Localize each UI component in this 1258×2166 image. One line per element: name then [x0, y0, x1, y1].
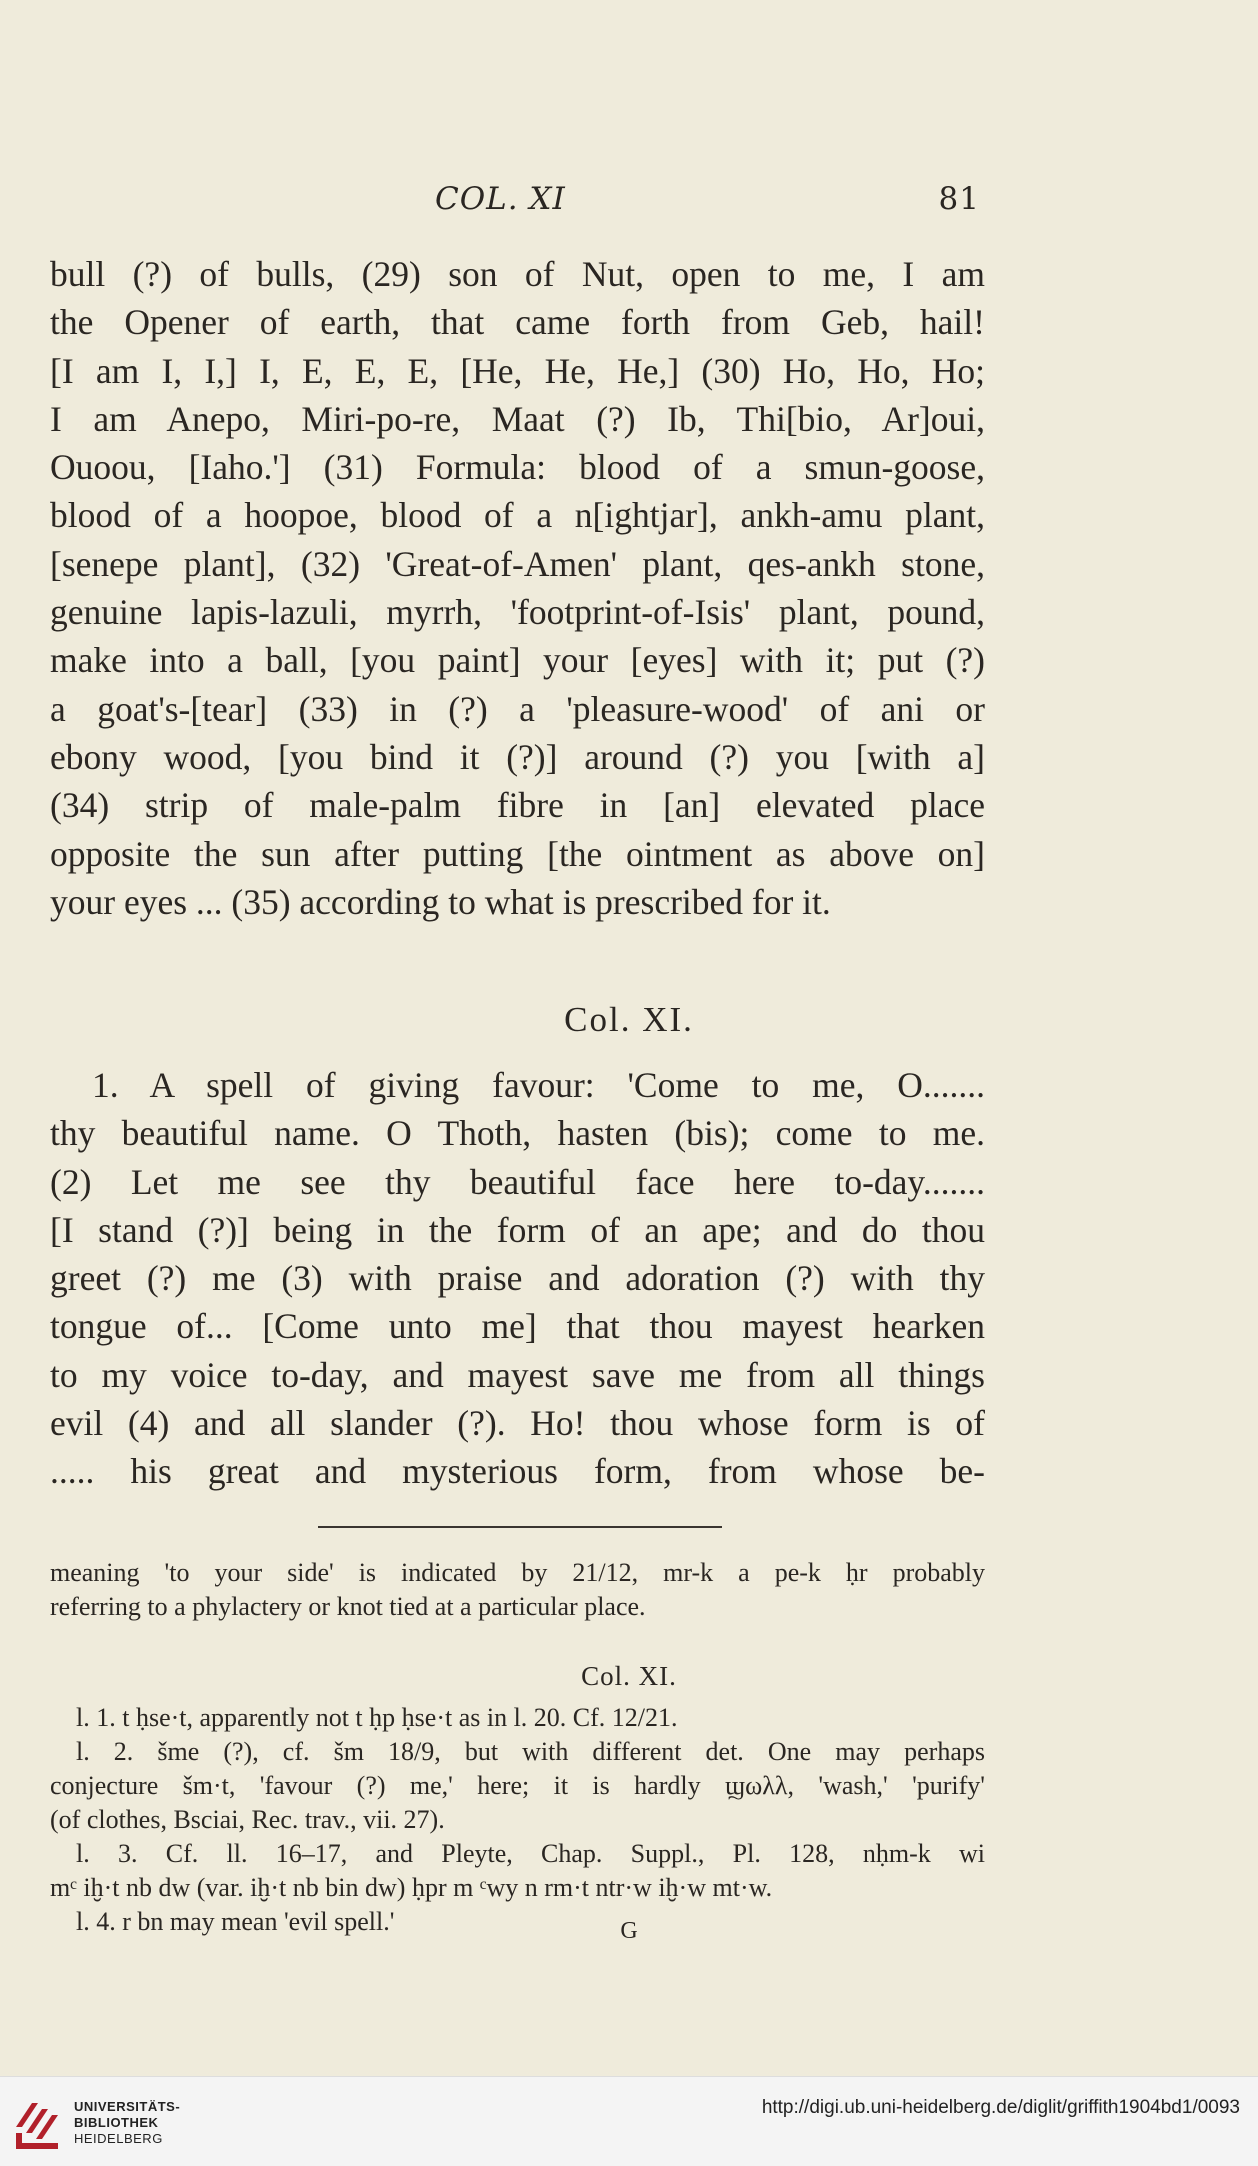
- text-line: greet (?) me (3) with praise and adoration (?) with thy: [50, 1258, 985, 1299]
- text-line: ..... his great and mysterious form, from whose be-: [50, 1451, 985, 1492]
- text-line: Ouoou, [Iaho.'] (31) Formula: blood of a smun-goose,: [50, 447, 985, 488]
- footnotes-col-xi: [50, 1701, 985, 1939]
- continued-paragraph: [50, 250, 985, 926]
- permalink-url[interactable]: http://digi.ub.uni-heidelberg.de/diglit/griffith1904bd1/0093: [761, 2097, 1240, 2118]
- text-line: tongue of... [Come unto me] that thou mayest hearken: [50, 1306, 985, 1347]
- page-number: 81: [938, 181, 980, 217]
- footnote-line: mᶜ iḫ·t nb dw (var. iḫ·t nb bin dw) ḥpr m ᶜwy n rm·t ntr·w iḫ·w mt·w.: [50, 1873, 773, 1902]
- text-line: [senepe plant], (32) 'Great-of-Amen' plant, qes-ankh stone,: [50, 543, 985, 584]
- text-line: 1. A spell of giving favour: 'Come to me, O.......: [92, 1065, 985, 1105]
- signature-mark: G: [620, 1918, 638, 1944]
- text-line: a goat's-[tear] (33) in (?) a 'pleasure-wood' of ani or: [50, 688, 985, 729]
- footnote-line: l. 4. r bn may mean 'evil spell.': [76, 1907, 395, 1936]
- text-line: blood of a hoopoe, blood of a n[ightjar], ankh-amu plant,: [50, 495, 985, 536]
- footnote-line: conjecture šm·t, 'favour (?) me,' here; it is hardly ϣωλλ, 'wash,' 'purify': [50, 1771, 985, 1800]
- footnote-line: meaning 'to your side' is indicated by 21/12, mr-k a pe-k ḥr probably: [50, 1558, 985, 1587]
- text-line: make into a ball, [you paint] your [eyes] with it; put (?): [50, 640, 985, 681]
- footnote-line: l. 2. šme (?), cf. šm 18/9, but with different det. One may perhaps: [76, 1737, 985, 1766]
- text-line: genuine lapis-lazuli, myrrh, 'footprint-of-Isis' plant, pound,: [50, 592, 985, 633]
- text-line: evil (4) and all slander (?). Ho! thou whose form is of: [50, 1403, 985, 1444]
- text-line: the Opener of earth, that came forth from Geb, hail!: [50, 302, 985, 343]
- text-line: opposite the sun after putting [the ointment as above on]: [50, 833, 985, 874]
- column-paragraph: [50, 1061, 985, 1496]
- library-name-line: BIBLIOTHEK: [74, 2115, 159, 2130]
- footnote-line: l. 1. t ḥse·t, apparently not t ḥp ḥse·t as in l. 20. Cf. 12/21.: [76, 1703, 678, 1732]
- library-logo-icon: [12, 2093, 64, 2153]
- notes-heading: Col. XI.: [581, 1661, 677, 1691]
- text-line: to my voice to-day, and mayest save me from all things: [50, 1354, 985, 1395]
- running-title: COL. XI: [435, 181, 566, 217]
- text-line: thy beautiful name. O Thoth, hasten (bis); come to me.: [50, 1113, 985, 1154]
- library-name-line: UNIVERSITÄTS-: [74, 2099, 181, 2114]
- text-line: ebony wood, [you bind it (?)] around (?) you [with a]: [50, 736, 985, 777]
- footnote-divider: [318, 1526, 722, 1528]
- footnote-continued: [50, 1556, 985, 1624]
- footnote-line: referring to a phylactery or knot tied at a particular place.: [50, 1592, 646, 1621]
- text-line: bull (?) of bulls, (29) son of Nut, open to me, I am: [50, 254, 985, 294]
- text-line: (34) strip of male-palm fibre in [an] elevated place: [50, 785, 985, 826]
- section-heading: Col. XI.: [564, 1000, 694, 1039]
- text-line: your eyes ... (35) according to what is prescribed for it.: [50, 881, 831, 922]
- footnote-line: (of clothes, Bsciai, Rec. trav., vii. 27).: [50, 1805, 445, 1834]
- footnote-line: l. 3. Cf. ll. 16–17, and Pleyte, Chap. Suppl., Pl. 128, nḥm-k wi: [76, 1839, 985, 1868]
- library-name-line: HEIDELBERG: [74, 2131, 163, 2146]
- text-line: [I stand (?)] being in the form of an ape; and do thou: [50, 1209, 985, 1250]
- library-name: [74, 2099, 180, 2147]
- text-line: [I am I, I,] I, E, E, E, [He, He, He,] (30) Ho, Ho, Ho;: [50, 350, 985, 391]
- library-footer: [0, 2076, 1258, 2166]
- running-header: [50, 181, 980, 231]
- text-line: I am Anepo, Miri-po-re, Maat (?) Ib, Thi[bio, Ar]oui,: [50, 398, 985, 439]
- text-line: (2) Let me see thy beautiful face here to-day.......: [50, 1161, 985, 1202]
